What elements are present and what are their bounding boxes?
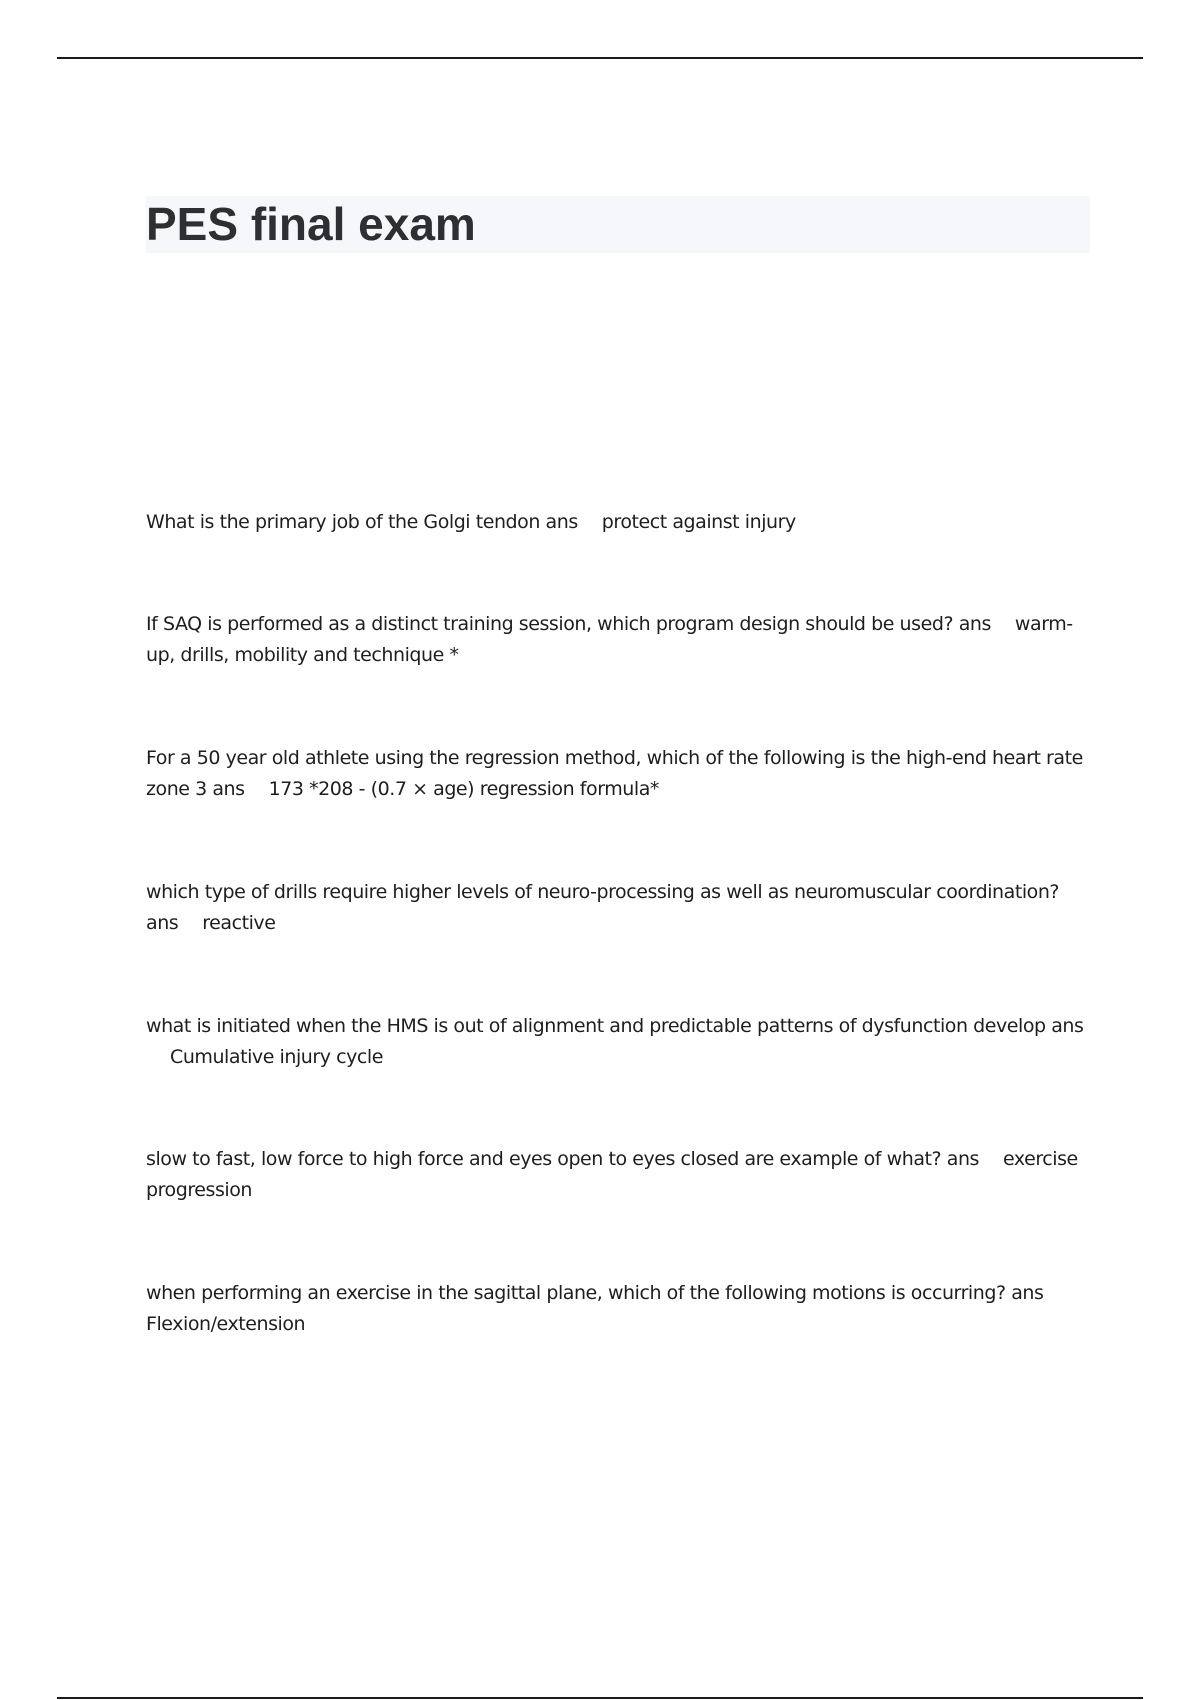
- answer-marker: ans: [946, 1148, 979, 1170]
- question-text: slow to fast, low force to high force and eyes open to eyes closed are example of what?: [146, 1148, 942, 1170]
- answer-marker: ans: [1051, 1015, 1084, 1037]
- question-text: For a 50 year old athlete using the regression method, which of the following is the high-end heart rate zone 3: [146, 747, 1083, 800]
- qa-item: [146, 507, 1090, 538]
- answer-text: exercise progression: [146, 1148, 1078, 1201]
- question-text: which type of drills require higher levels of neuro-processing as well as neuromuscular coordination?: [146, 881, 1060, 903]
- question-text: when performing an exercise in the sagittal plane, which of the following motions is occurring?: [146, 1282, 1006, 1304]
- document-title: PES final exam: [146, 198, 476, 250]
- answer-text: 173 *208 - (0.7 × age) regression formula*: [268, 778, 659, 800]
- answer-text: reactive: [202, 912, 276, 934]
- qa-item: [146, 609, 1090, 671]
- answer-marker: ans: [958, 613, 991, 635]
- top-rule: [57, 57, 1143, 59]
- title-band: [146, 196, 1090, 253]
- bottom-rule: [57, 1697, 1143, 1699]
- qa-item: [146, 1144, 1090, 1206]
- qa-item: [146, 877, 1090, 939]
- answer-marker: ans: [212, 778, 245, 800]
- question-text: What is the primary job of the Golgi tendon: [146, 511, 540, 533]
- answer-text: warm-up, drills, mobility and technique *: [146, 613, 1073, 666]
- answer-marker: ans: [545, 511, 578, 533]
- answer-text: protect against injury: [601, 511, 796, 533]
- question-text: what is initiated when the HMS is out of alignment and predictable patterns of dysfunction develop: [146, 1015, 1046, 1037]
- answer-text: Flexion/extension: [146, 1313, 306, 1335]
- qa-item: [146, 1011, 1090, 1073]
- answer-text: Cumulative injury cycle: [170, 1046, 383, 1068]
- question-text: If SAQ is performed as a distinct training session, which program design should be used?: [146, 613, 954, 635]
- answer-marker: ans: [146, 912, 179, 934]
- qa-item: [146, 1278, 1090, 1340]
- qa-item: [146, 743, 1090, 805]
- answer-marker: ans: [1011, 1282, 1044, 1304]
